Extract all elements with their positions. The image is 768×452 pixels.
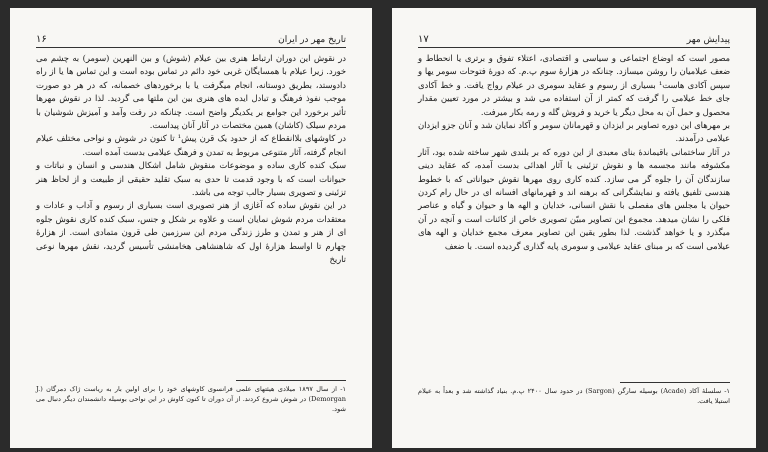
paragraph: سبک کنده کاری ساده و موضوعات منقوش شامل اشکال هندسی و انسان و نباتات و حیوانات است که با وجود قدمت تا حدی به سبک تقلید حقیقی از طبیعت و از لحاظ هنر تزئینی و تصویری بسیار جالب توجه می باشد. bbox=[36, 160, 346, 198]
paragraph: در این نقوش ساده که آغازی از هنر تصویری است بسیاری از رسوم و آداب و عادات و معتقدات مردم شوش نمایان است و علاوه بر شکل و جنس، سبک کنده کاری نقوش جلوه ای از هنر و تمدن و طرز زندگی مردم این سرزمین طی قرون متمادی است. از هزارهٔ چهارم تا اواسط هزارهٔ اول که شاهنشاهی هخامنشی تأسیس گردید، نقش مهرها نوعی تاریخ bbox=[36, 200, 346, 265]
paragraph: در نقوش این دوران ارتباط هنری بین عیلام (شوش) و بین النهرین (سومر) به چشم می خورد. زیرا عیلام با همسایگان غربی خود دائم در تماس بوده است و این تماس ها یا از راه دادوستد، بطریق دوستانه، انجام میگرفت یا با برخوردهای خصمانه، که در هر دو صورت موجب نفوذ فرهنگ و تبادل ایده های هنری بین این ملتها می گردید. لذا در نقوش مهرها تأثیر برخورد این جوامع بر یکدیگر واضح است. چنانکه در رفت وآمد و آمیزش شوشیان با مردم سیلک (کاشان) همین مختصات در آثار آنان پیداست. bbox=[36, 53, 346, 131]
page-number: ۱۶ bbox=[36, 34, 47, 45]
paragraph: در کاوشهای بلاانقطاع که از حدود یک قرن پیش¹ تا کنون در شوش و نواحی مختلف عیلام انجام گرفته، آثار متنوعی مربوط به تمدن و فرهنگ عیلامی بدست آمده است. bbox=[36, 133, 346, 157]
page-body bbox=[36, 52, 346, 267]
running-title: تاریخ مهر در ایران bbox=[278, 35, 346, 45]
page-body bbox=[418, 52, 730, 253]
paragraph: در آثار ساختمانی باقیماندهٔ بنای معبدی از این دوره که بر بلندی شهر ساخته شده بود، آثار مکشوفه مانند مجسمه ها و نقوش تزئینی یا آثار اهدائی بدست آمده، که عقاید دینی سازندگان آن را جلوه گر می سازد. کنده کاری روی مهرها نقوش حیواناتی که با خطوط هندسی تلفیق یافته و نمایشگرانی که برهنه اند و قهرمانهای افسانه ای در حال رام کردن حیوان یا مجلس های مفصلی با نقش انسانی، خدایان و الهه ها و حیوان و گیاه و عناصر فلکی را نشان میدهد. مجموع این تصاویر مبیّن تصویری خاص از کائنات است و آنچه در آن میگذرد و یا خواهد گذشت. لذا بطور یقین این تصاویر معرف مجمع خدایان و الهه های عیلامی است که بر مبنای عقاید عیلامی و سومری پایه گذاری گردیده است. با ضعف bbox=[418, 146, 730, 251]
page-header bbox=[418, 30, 730, 48]
footnote: ۱- سلسلهٔ آکاد (Acade) بوسیله سارگن (Sargon) در حدود سال ۲۴۰۰ پ.م. بنیاد گذاشته شد و بعداً به عیلام استیلا یافت. bbox=[418, 387, 730, 405]
paragraph: بر مهرهای این دوره تصاویر بر ایزدان و قهرمانان سومر و آکاد نمایان شد و آنان جزو ایزدان عیلامی درآمدند. bbox=[418, 120, 730, 144]
running-title: پیدایش مهر bbox=[686, 35, 730, 45]
right-page bbox=[392, 8, 756, 448]
footnote-divider bbox=[620, 382, 730, 383]
page-number: ۱۷ bbox=[418, 34, 429, 45]
page-header bbox=[36, 30, 346, 48]
footnote: ۱- از سال ۱۸۹۷ میلادی هیئتهای علمی فرانسوی کاوشهای خود را برای اولین بار به ریاست ژاک دمرگان (J. Demorgan) در شوش شروع کردند. از آن دوران تا کنون کاوش در این نواحی بوسیله دانشمندان دیگر دنبال می شود. bbox=[36, 385, 347, 413]
paragraph: مصور است که اوضاع اجتماعی و سیاسی و اقتصادی، اعتلاء تفوق و برتری یا انحطاط و ضعف عیلامیان را روشن میسازد. چنانکه در هزارهٔ سوم پ.م. که دورهٔ فتوحات سومر یها و سپس آکادی هاست¹ بسیاری از رسوم و عقاید سومری در عیلام رواج یافت. و خط آکادی جای خط عیلامی را گرفت که کمتر از آن استفاده می شد و بیشتر در مورد تعیین مقدار محصول و حمل آن به محل دیگر یا خرید و فروش گله و رمه بکار میرفت. bbox=[418, 53, 730, 117]
footnote-divider bbox=[236, 380, 346, 381]
left-page bbox=[10, 8, 372, 448]
